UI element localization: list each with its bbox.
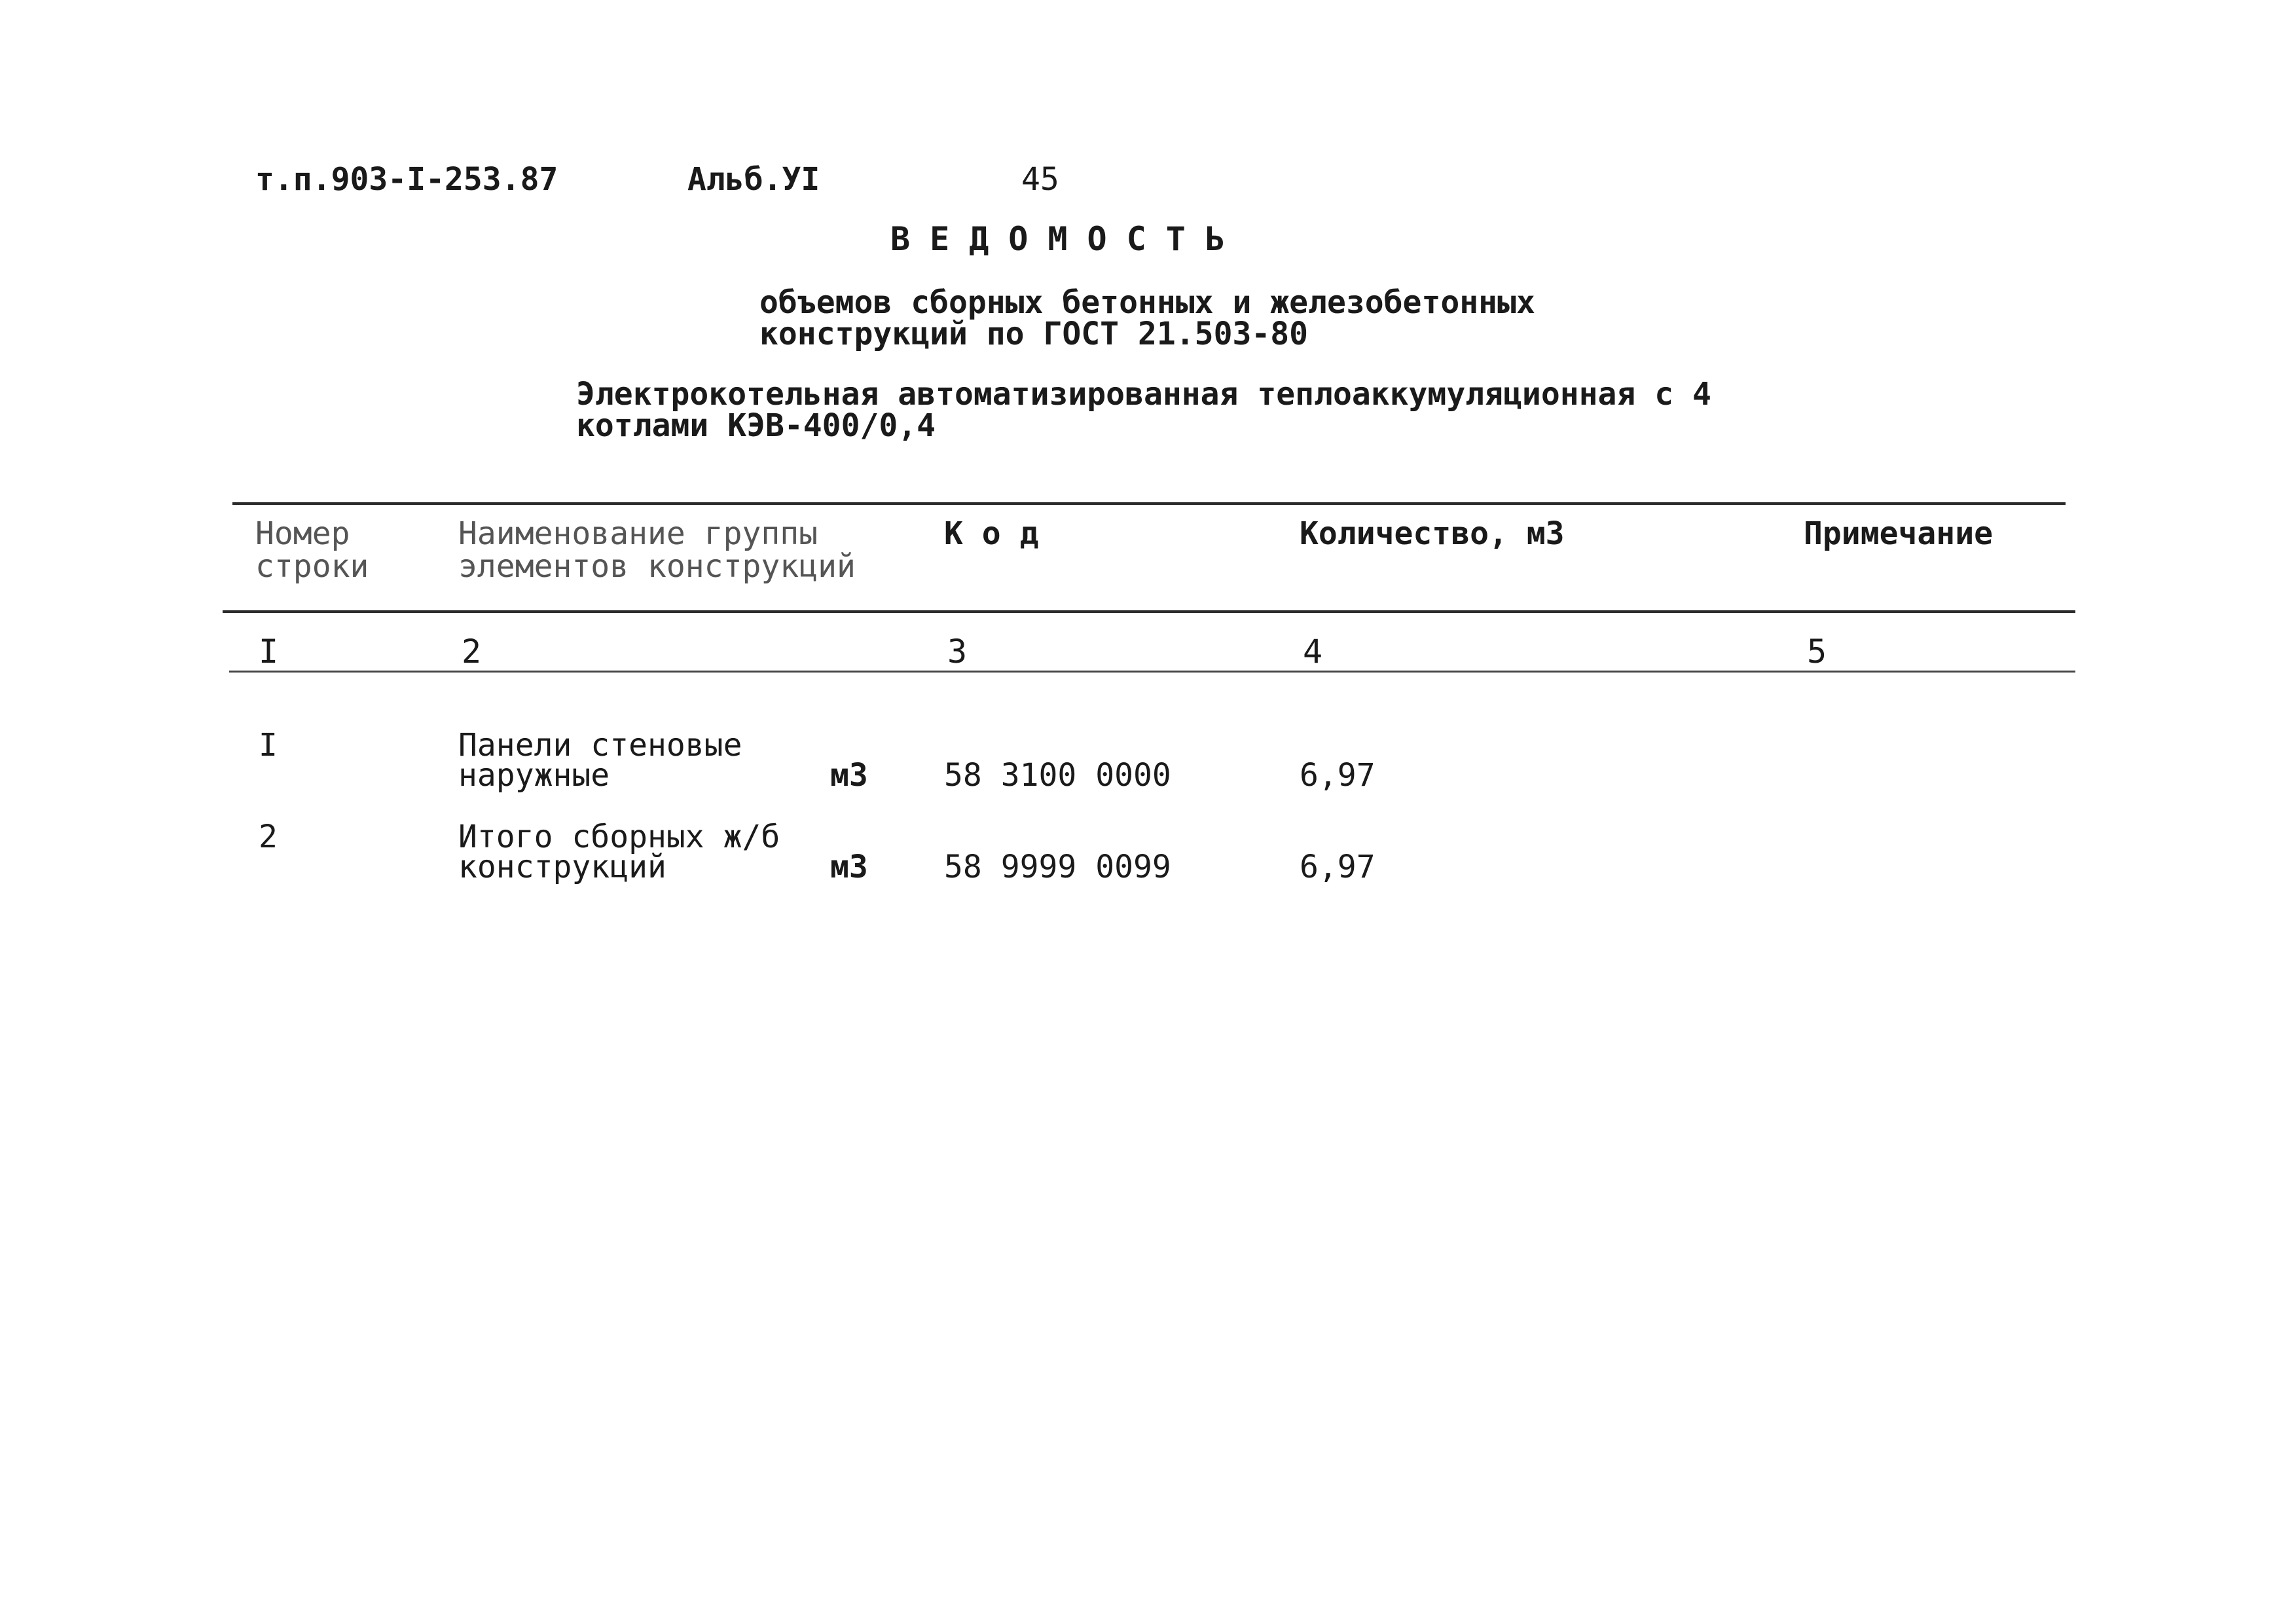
column-number-5: 5 — [1807, 633, 1827, 671]
album-number: Альб.УI — [687, 161, 820, 198]
row-quantity: 6,97 — [1300, 849, 1376, 885]
header-bottom-rule — [223, 610, 2075, 613]
column-number-4: 4 — [1303, 633, 1323, 671]
row-code: 58 3100 0000 — [944, 757, 1171, 794]
row-unit: м3 — [830, 757, 868, 794]
table-top-rule — [232, 502, 2066, 505]
row-code: 58 9999 0099 — [944, 849, 1171, 885]
column-number-2: 2 — [462, 633, 482, 671]
column-header-name: Наименование группы элементов конструкций — [458, 515, 856, 585]
document-title: ВЕДОМОСТЬ — [890, 220, 1245, 258]
row-number: I — [259, 727, 278, 764]
document-subtitle: объемов сборных бетонных и железобетонных конструкций по ГОСТ 21.503-80 — [759, 284, 1535, 352]
column-number-1: I — [259, 633, 279, 671]
object-name: Электрокотельная автоматизированная теплоаккумуляционная с 4 котлами КЭВ-400/0,4 — [576, 376, 1711, 444]
row-number: 2 — [259, 819, 278, 855]
row-name: Панели стеновые наружные — [458, 727, 742, 794]
doc-code: т.п.903-I-253.87 — [255, 161, 558, 198]
column-header-quantity: Количество, м3 — [1300, 515, 1565, 552]
column-header-row-number: Номер строки — [255, 515, 369, 585]
column-header-note: Примечание — [1804, 515, 1993, 552]
row-quantity: 6,97 — [1300, 757, 1376, 794]
row-name: Итого сборных ж/б конструкций — [458, 819, 780, 885]
row-unit: м3 — [830, 849, 868, 885]
page-number: 45 — [1021, 161, 1059, 198]
column-number-3: 3 — [947, 633, 968, 671]
column-header-code: К о д — [944, 515, 1039, 552]
numbering-bottom-rule — [229, 671, 2075, 673]
